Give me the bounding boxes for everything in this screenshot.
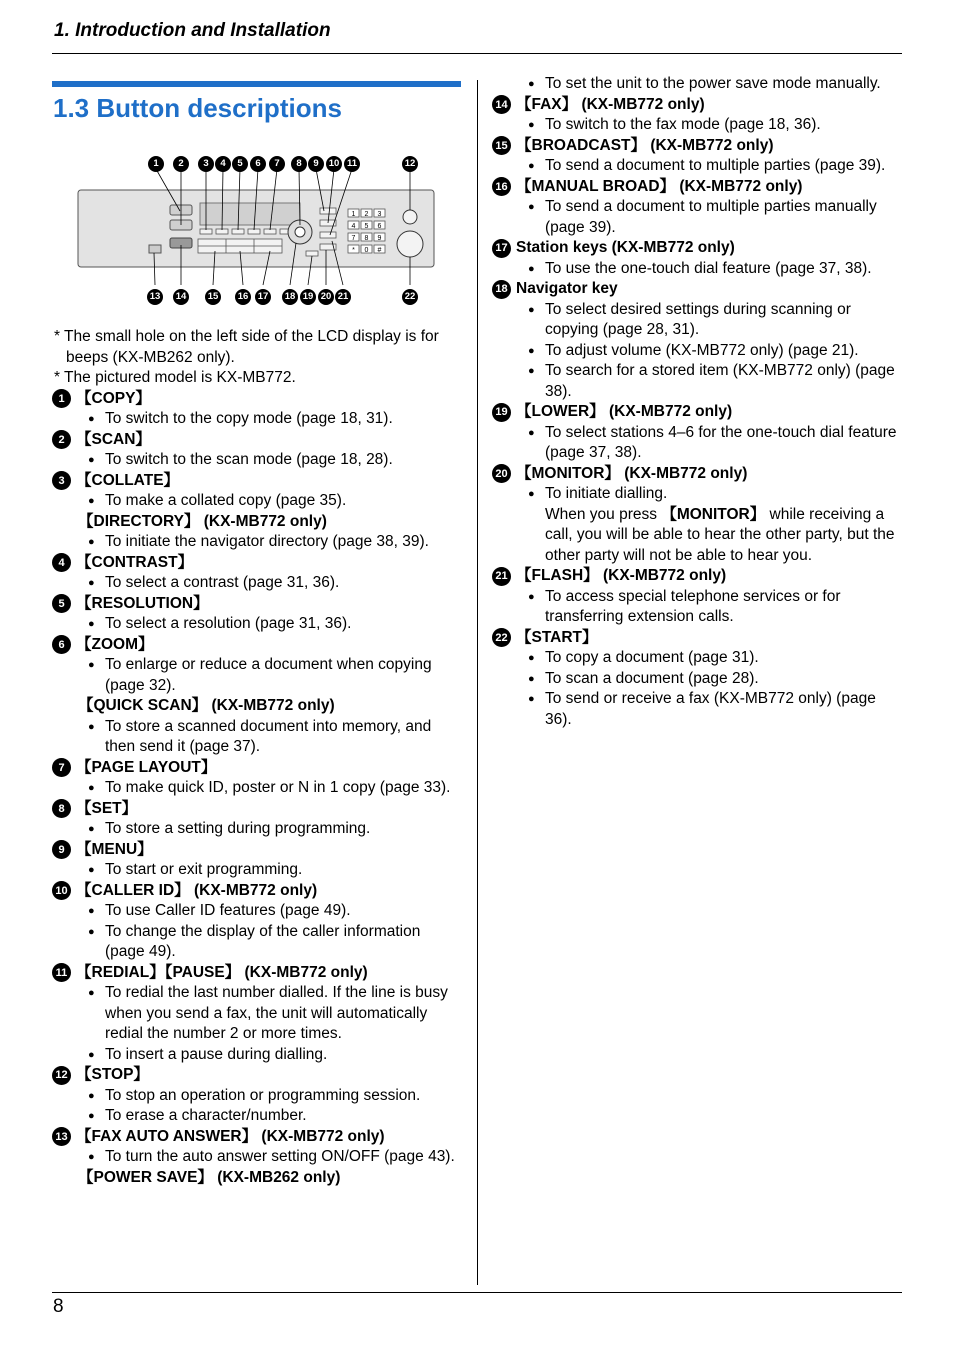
bullet-text: To scan a document (page 28). [545, 669, 759, 687]
note: * The small hole on the left side of the LCD display is for beeps (KX-MB262 only). [54, 328, 439, 366]
callout-21: 21 [335, 285, 351, 306]
bullet-dot: ● [88, 536, 95, 548]
bullet-item [52, 819, 464, 840]
item-number-badge: 16 [492, 177, 511, 196]
callout-17: 17 [255, 285, 271, 306]
svg-text:4: 4 [351, 223, 356, 230]
svg-text:#: # [377, 247, 382, 254]
bullet-text: To access special telephone services or for transferring extension calls. [545, 587, 841, 625]
button-description-item [52, 1127, 464, 1189]
svg-text:5: 5 [364, 223, 369, 230]
callout-10: 10 [326, 152, 342, 173]
callout-3: 3 [198, 152, 214, 173]
callout-12: 12 [402, 152, 418, 173]
bullet-text: To make a collated copy (page 35). [105, 492, 347, 509]
bullet-dot: ● [88, 1151, 95, 1163]
item-number-badge: 11 [52, 963, 71, 982]
item-number-badge: 9 [52, 840, 71, 859]
bullet-text: To initiate the navigator directory (page 38, 39). [105, 533, 429, 550]
bullet-text: To use the one-touch dial feature (page 37, 38). [545, 259, 872, 277]
bullet-item [492, 74, 904, 95]
bullet-dot: ● [88, 720, 95, 733]
button-description-item [52, 471, 464, 553]
bullet-dot: ● [528, 201, 535, 213]
sub-heading: 【POWER SAVE】 (KX-MB262 only) [78, 1168, 341, 1186]
bullet-dot: ● [528, 119, 535, 131]
item-heading [52, 963, 464, 984]
bullet-item [52, 860, 464, 881]
item-heading-text: 【ZOOM】 [76, 635, 154, 653]
bullet-item [52, 491, 464, 512]
bullet-item [492, 259, 904, 280]
button-description-item [492, 95, 904, 136]
button-description-item [492, 566, 904, 628]
svg-text:0: 0 [364, 247, 369, 254]
item-heading [52, 799, 464, 820]
svg-text:6: 6 [377, 223, 382, 230]
item-heading-text: 【SET】 [76, 799, 138, 817]
footer-rule [52, 1292, 902, 1293]
callout-8: 8 [291, 152, 307, 173]
button-description-item [52, 840, 464, 881]
bullet-text: To use Caller ID features (page 49). [105, 902, 351, 919]
header-rule [52, 53, 902, 54]
item-heading [492, 566, 904, 587]
item-heading-text: 【CALLER ID】 (KX-MB772 only) [76, 881, 318, 899]
item-number-badge: 13 [52, 1127, 71, 1146]
bullet-text: To change the display of the caller information (page 49). [105, 922, 421, 960]
left-column [52, 327, 464, 1188]
svg-text:8: 8 [364, 235, 369, 242]
item-heading-text: 【START】 [516, 628, 598, 646]
item-heading-text: 【MONITOR】 (KX-MB772 only) [516, 464, 748, 482]
running-header: 1. Introduction and Installation [54, 20, 331, 41]
svg-text:9: 9 [377, 235, 382, 242]
button-description-item [52, 758, 464, 799]
continuation-post: while receiving a call, you will be able to hear the other party, but the other party will not be able to hear you. [545, 505, 895, 564]
button-description-item [492, 136, 904, 177]
item-heading [492, 177, 904, 198]
callout-16: 16 [235, 285, 251, 306]
bullet-text: To stop an operation or programming session. [105, 1086, 421, 1104]
bullet-text: To redial the last number dialled. If the line is busy when you send a fax, the unit will automatically redial the number 2 or more times. [105, 984, 448, 1042]
bullet-item [52, 1147, 464, 1168]
button-description-item [52, 963, 464, 1066]
bullet-text: To select a contrast (page 31, 36). [105, 574, 340, 591]
bullet-dot: ● [88, 925, 95, 938]
right-item-list [492, 74, 904, 730]
bullet-dot: ● [88, 1089, 95, 1102]
bullet-item [492, 669, 904, 690]
bullet-text: To erase a character/number. [105, 1107, 307, 1124]
bullet-dot: ● [88, 905, 95, 917]
bullet-dot: ● [88, 987, 95, 999]
callout-13: 13 [147, 285, 163, 306]
button-description-item [52, 553, 464, 594]
section-accent-bar [52, 81, 461, 87]
bullet-item [52, 532, 464, 553]
callout-6: 6 [250, 152, 266, 173]
bullet-item [52, 922, 464, 963]
item-number-badge: 12 [52, 1066, 71, 1085]
button-description-item [492, 402, 904, 464]
column-divider [477, 80, 478, 1285]
bullet-dot: ● [528, 262, 535, 275]
bullet-text: To switch to the copy mode (page 18, 31). [105, 410, 393, 427]
bullet-text: To select desired settings during scanning or copying (page 28, 31). [545, 300, 851, 338]
bullet-item [52, 717, 464, 758]
bullet-item [52, 450, 464, 471]
item-heading [492, 95, 904, 116]
button-description-item [492, 464, 904, 567]
bullet-text: To copy a document (page 31). [545, 649, 759, 666]
bullet-dot: ● [88, 782, 95, 794]
button-description-item [492, 238, 904, 279]
bullet-dot: ● [528, 160, 535, 172]
item-heading [52, 1065, 464, 1086]
bullet-dot: ● [88, 495, 95, 507]
continuation-pre: When you press [545, 505, 662, 523]
item-number-badge: 2 [52, 430, 71, 449]
bullet-dot: ● [528, 78, 535, 90]
bullet-text: To initiate dialling. [545, 485, 668, 502]
bullet-dot: ● [88, 659, 95, 671]
bullet-item [52, 409, 464, 430]
bullet-item [52, 983, 464, 1045]
item-heading-text: 【LOWER】 (KX-MB772 only) [516, 403, 733, 420]
svg-text:1: 1 [351, 211, 356, 218]
item-heading [52, 881, 464, 902]
item-heading-text: 【MENU】 [76, 840, 153, 858]
item-number-badge: 18 [492, 280, 511, 299]
bullet-item [492, 115, 904, 136]
item-number-badge: 15 [492, 136, 511, 155]
button-description-item [492, 628, 904, 731]
control-panel-figure [70, 145, 450, 310]
bullet-item [52, 1045, 464, 1066]
bullet-text: To send a document to multiple parties manually (page 39). [545, 198, 877, 236]
button-description-item [52, 430, 464, 471]
bullet-text: To turn the auto answer setting ON/OFF (page 43). [105, 1148, 455, 1165]
bullet-dot: ● [88, 413, 95, 425]
callout-4: 4 [215, 152, 231, 173]
item-heading [52, 635, 464, 656]
bullet-text: To enlarge or reduce a document when copying (page 32). [105, 656, 432, 694]
button-description-item [52, 635, 464, 758]
bullet-item [52, 655, 464, 696]
bullet-dot: ● [88, 1048, 95, 1061]
bullet-dot: ● [528, 426, 535, 439]
item-heading-text: Navigator key [516, 280, 618, 297]
bullet-item [52, 778, 464, 799]
button-description-item [492, 279, 904, 402]
button-description-item [52, 594, 464, 635]
button-description-item [52, 799, 464, 840]
callout-11: 11 [344, 152, 360, 173]
callout-2: 2 [173, 152, 189, 173]
item-heading-text: 【RESOLUTION】 [76, 594, 209, 612]
bullet-text: To switch to the scan mode (page 18, 28). [105, 451, 393, 468]
item-heading [52, 430, 464, 451]
bullet-dot: ● [88, 454, 95, 466]
callout-18: 18 [282, 285, 298, 306]
bullet-dot: ● [88, 823, 95, 835]
bullet-item [492, 156, 904, 177]
bullet-item [52, 573, 464, 594]
item-number-badge: 19 [492, 403, 511, 422]
item-heading-text: 【SCAN】 [76, 430, 151, 448]
item-heading [52, 840, 464, 861]
bullet-text: To store a setting during programming. [105, 820, 371, 837]
item-number-badge: 20 [492, 464, 511, 483]
item-number-badge: 14 [492, 95, 511, 114]
item-heading-text: 【COPY】 [76, 389, 151, 407]
item-heading [52, 389, 464, 410]
item-heading [52, 1127, 464, 1148]
bullet-dot: ● [528, 344, 535, 357]
item-number-badge: 10 [52, 881, 71, 900]
item-heading-text: 【FAX AUTO ANSWER】 (KX-MB772 only) [76, 1127, 385, 1145]
bullet-dot: ● [528, 303, 535, 316]
item-heading-text: 【FLASH】 (KX-MB772 only) [516, 567, 727, 584]
item-number-badge: 21 [492, 567, 511, 586]
bullet-dot: ● [528, 652, 535, 664]
item-number-badge: 3 [52, 471, 71, 490]
bullet-text: To insert a pause during dialling. [105, 1045, 328, 1063]
continuation-bold: 【MONITOR】 [661, 505, 766, 523]
bullet-text: To send or receive a fax (KX-MB772 only) (page 36). [545, 690, 876, 728]
bullet-item [492, 423, 904, 464]
svg-text:7: 7 [351, 235, 356, 242]
callout-15: 15 [205, 285, 221, 306]
bullet-dot: ● [528, 590, 535, 603]
callout-19: 19 [300, 285, 316, 306]
bullet-item [492, 197, 904, 238]
item-heading [52, 594, 464, 615]
note: * The pictured model is KX-MB772. [54, 369, 296, 386]
bullet-text: To store a scanned document into memory, and then send it (page 37). [105, 717, 432, 755]
bullet-item [492, 300, 904, 341]
bullet-text: To start or exit programming. [105, 861, 303, 878]
bullet-text: To set the unit to the power save mode manually. [545, 75, 881, 92]
bullet-dot: ● [88, 1110, 95, 1122]
callout-1: 1 [148, 152, 164, 173]
callout-20: 20 [318, 285, 334, 306]
bullet-item [492, 587, 904, 628]
button-description-item [492, 177, 904, 239]
bullet-dot: ● [88, 864, 95, 876]
bullet-text: To make quick ID, poster or N in 1 copy (page 33). [105, 779, 451, 796]
button-description-item [492, 74, 904, 95]
item-heading [52, 553, 464, 574]
bullet-dot: ● [528, 488, 535, 500]
bullet-text: To search for a stored item (KX-MB772 only) (page 38). [545, 362, 895, 400]
item-number-badge: 7 [52, 758, 71, 777]
item-heading [492, 279, 904, 300]
bullet-item [492, 648, 904, 669]
button-description-item [52, 1065, 464, 1127]
callout-9: 9 [308, 152, 324, 173]
svg-text:2: 2 [364, 211, 369, 218]
bullet-item [52, 1106, 464, 1127]
item-heading-text: 【STOP】 [76, 1066, 149, 1083]
continuation-text [492, 505, 904, 567]
sub-heading: 【QUICK SCAN】 (KX-MB772 only) [78, 697, 335, 714]
item-heading-text: 【COLLATE】 [76, 471, 180, 489]
bullet-dot: ● [528, 672, 535, 685]
right-column [492, 74, 904, 730]
callout-7: 7 [269, 152, 285, 173]
bullet-dot: ● [88, 618, 95, 630]
callout-5: 5 [232, 152, 248, 173]
section-title: 1.3 Button descriptions [53, 93, 342, 123]
bullet-item [492, 341, 904, 362]
svg-text:3: 3 [377, 211, 382, 218]
item-heading [492, 464, 904, 485]
bullet-dot: ● [88, 577, 95, 589]
item-heading-text: 【BROADCAST】 (KX-MB772 only) [516, 136, 774, 154]
page-number: 8 [53, 1296, 64, 1317]
item-heading [52, 471, 464, 492]
bullet-item [492, 361, 904, 402]
bullet-item [52, 614, 464, 635]
item-number-badge: 17 [492, 239, 511, 258]
item-heading [492, 136, 904, 157]
item-number-badge: 5 [52, 594, 71, 613]
bullet-text: To switch to the fax mode (page 18, 36). [545, 116, 821, 133]
item-number-badge: 1 [52, 389, 71, 408]
button-description-item [52, 389, 464, 430]
bullet-item [492, 689, 904, 730]
svg-text:*: * [352, 247, 355, 254]
callout-22: 22 [402, 285, 418, 306]
sub-heading: 【DIRECTORY】 (KX-MB772 only) [78, 512, 327, 530]
item-number-badge: 6 [52, 635, 71, 654]
button-description-item [52, 881, 464, 963]
item-heading-text: 【REDIAL】【PAUSE】 (KX-MB772 only) [76, 963, 368, 981]
bullet-text: To select a resolution (page 31, 36). [105, 615, 352, 632]
bullet-dot: ● [528, 693, 535, 705]
item-heading-text: 【PAGE LAYOUT】 [76, 758, 217, 776]
item-heading-text: 【MANUAL BROAD】 (KX-MB772 only) [516, 177, 803, 195]
item-heading-text: 【CONTRAST】 [76, 553, 194, 571]
item-heading-text: 【FAX】 (KX-MB772 only) [516, 95, 705, 113]
item-heading [492, 628, 904, 649]
bullet-item [492, 484, 904, 505]
bullet-item [52, 1086, 464, 1107]
bullet-dot: ● [528, 365, 535, 377]
item-number-badge: 8 [52, 799, 71, 818]
item-heading [52, 758, 464, 779]
bullet-text: To select stations 4–6 for the one-touch dial feature (page 37, 38). [545, 423, 897, 461]
bullet-text: To adjust volume (KX-MB772 only) (page 21). [545, 341, 859, 359]
item-heading [492, 238, 904, 259]
callout-14: 14 [173, 285, 189, 306]
item-heading-text: Station keys (KX-MB772 only) [516, 239, 735, 256]
item-heading [492, 402, 904, 423]
bullet-item [52, 901, 464, 922]
left-item-list [52, 389, 464, 1189]
bullet-text: To send a document to multiple parties (page 39). [545, 157, 886, 174]
item-number-badge: 4 [52, 553, 71, 572]
item-number-badge: 22 [492, 628, 511, 647]
